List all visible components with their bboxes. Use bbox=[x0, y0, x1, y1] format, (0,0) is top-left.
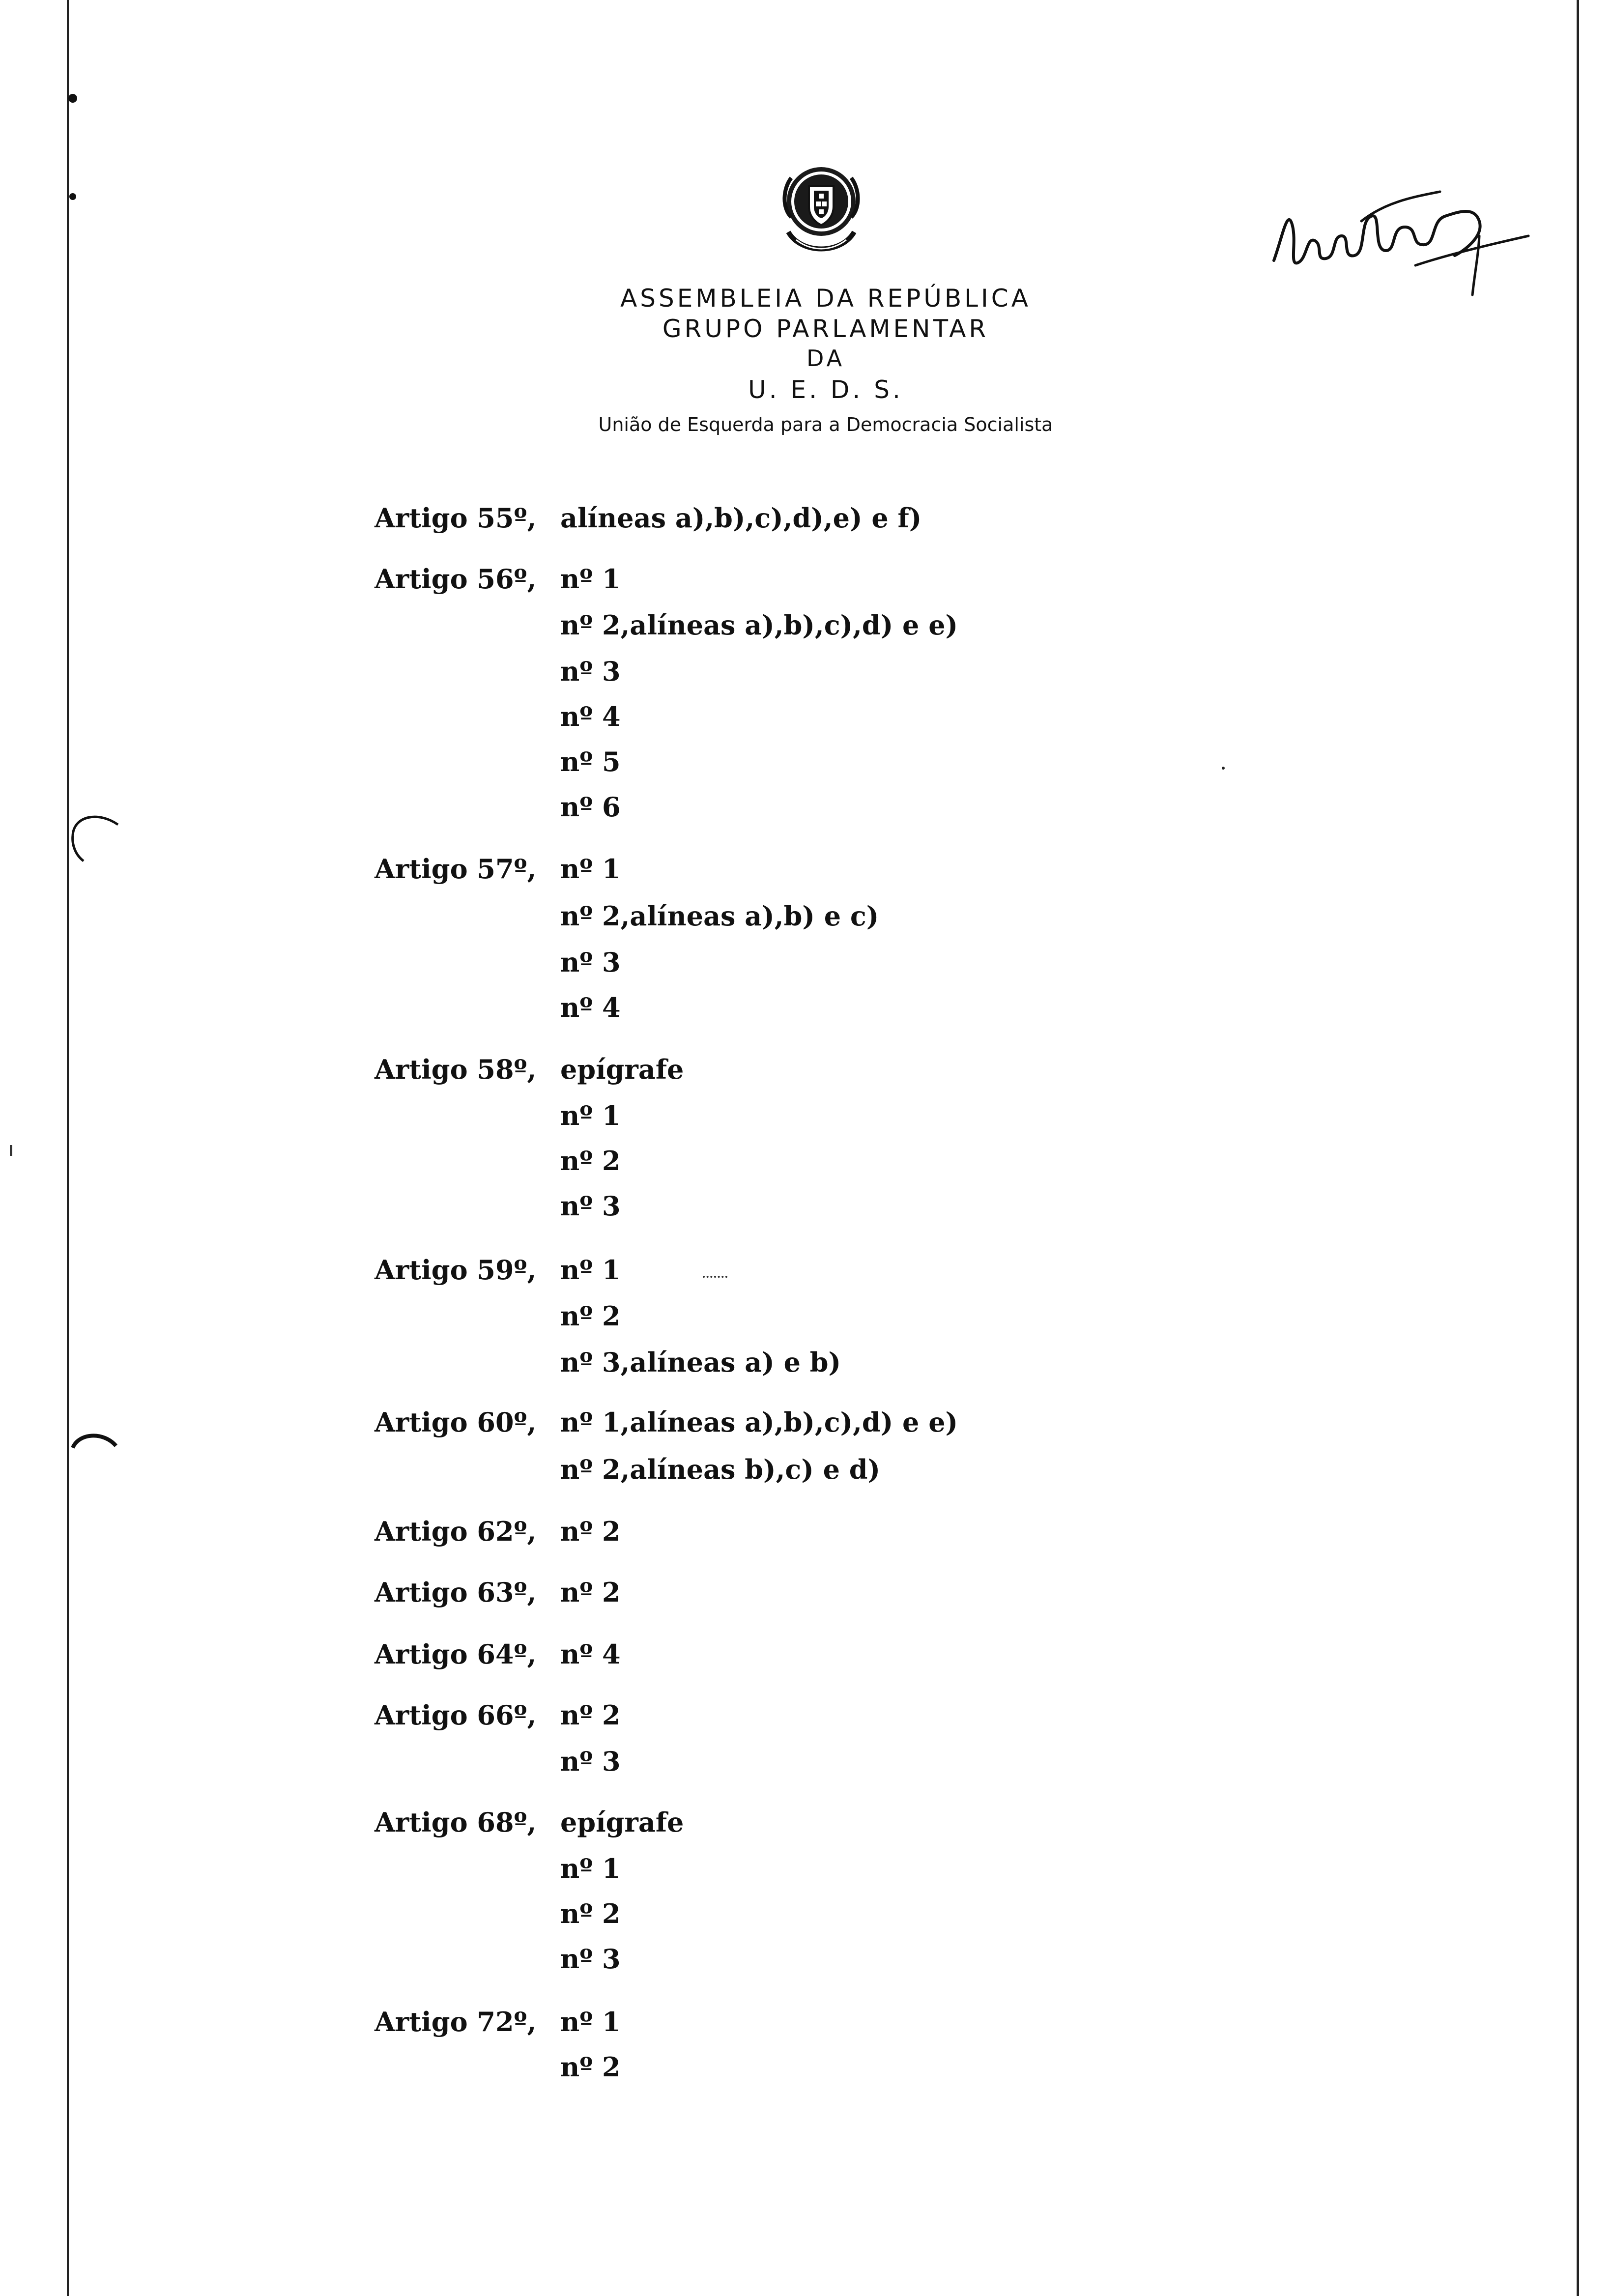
article-item: nº 2,alíneas a),b),c),d) e e) bbox=[560, 609, 958, 641]
scan-speck bbox=[1222, 767, 1225, 770]
party-acronym: U. E. D. S. bbox=[748, 375, 903, 404]
punch-hole-arc bbox=[69, 806, 123, 875]
article-item: epígrafe bbox=[560, 1054, 684, 1085]
group-preposition: DA bbox=[806, 345, 845, 372]
group-name: GRUPO PARLAMENTAR bbox=[662, 315, 989, 343]
handwritten-signature bbox=[1268, 162, 1533, 305]
article-label: Artigo 58º, bbox=[374, 1054, 537, 1085]
article-label: Artigo 64º, bbox=[374, 1638, 537, 1670]
article-label: Artigo 63º, bbox=[374, 1577, 537, 1608]
coat-of-arms-emblem bbox=[777, 158, 866, 258]
article-item: nº 1 bbox=[560, 2006, 621, 2038]
article-item: nº 2 bbox=[560, 1145, 621, 1177]
article-item: nº 1,alíneas a),b),c),d) e e) bbox=[560, 1406, 958, 1438]
article-item: alíneas a),b),c),d),e) e f) bbox=[560, 502, 922, 534]
article-item: nº 2 bbox=[560, 1300, 621, 1332]
article-label: Artigo 55º, bbox=[374, 502, 537, 534]
article-item: nº 2 bbox=[560, 1577, 621, 1608]
punch-mark bbox=[67, 187, 86, 206]
article-label: Artigo 60º, bbox=[374, 1406, 537, 1438]
institution-name: ASSEMBLEIA DA REPÚBLICA bbox=[620, 284, 1031, 313]
punch-mark bbox=[67, 88, 86, 108]
article-item: nº 2 bbox=[560, 2051, 621, 2083]
article-item: nº 2,alíneas b),c) e d) bbox=[560, 1454, 881, 1485]
article-item: nº 1 bbox=[560, 1254, 621, 1286]
article-item: nº 1 bbox=[560, 853, 621, 885]
article-item: nº 1 bbox=[560, 563, 621, 595]
scan-speck bbox=[10, 1145, 12, 1156]
article-item: nº 2 bbox=[560, 1898, 621, 1929]
article-item: nº 3 bbox=[560, 1943, 621, 1975]
article-item: nº 1 bbox=[560, 1100, 621, 1131]
article-item: nº 6 bbox=[560, 791, 621, 823]
article-label: Artigo 56º, bbox=[374, 563, 537, 595]
article-item: nº 4 bbox=[560, 701, 621, 732]
article-item: nº 2 bbox=[560, 1516, 621, 1547]
party-full-name: União de Esquerda para a Democracia Socialista bbox=[598, 414, 1053, 435]
article-item: nº 3 bbox=[560, 1746, 621, 1777]
article-item: nº 3,alíneas a) e b) bbox=[560, 1347, 841, 1378]
article-item: nº 1 bbox=[560, 1853, 621, 1884]
article-item: nº 2,alíneas a),b) e c) bbox=[560, 900, 879, 932]
page-left-edge bbox=[67, 0, 69, 2296]
article-item: nº 3 bbox=[560, 656, 621, 687]
article-item: epígrafe bbox=[560, 1807, 684, 1838]
article-label: Artigo 66º, bbox=[374, 1699, 537, 1731]
punch-hole-arc bbox=[69, 1425, 123, 1464]
article-label: Artigo 68º, bbox=[374, 1807, 537, 1838]
article-item: nº 3 bbox=[560, 1190, 621, 1222]
scan-speck bbox=[703, 1276, 727, 1280]
page-right-edge bbox=[1577, 0, 1579, 2296]
article-item: nº 5 bbox=[560, 746, 621, 777]
article-label: Artigo 72º, bbox=[374, 2006, 537, 2038]
article-item: nº 4 bbox=[560, 1638, 621, 1670]
article-label: Artigo 62º, bbox=[374, 1516, 537, 1547]
article-item: nº 3 bbox=[560, 947, 621, 978]
article-item: nº 2 bbox=[560, 1699, 621, 1731]
article-item: nº 4 bbox=[560, 992, 621, 1023]
article-label: Artigo 59º, bbox=[374, 1254, 537, 1286]
article-label: Artigo 57º, bbox=[374, 853, 537, 885]
